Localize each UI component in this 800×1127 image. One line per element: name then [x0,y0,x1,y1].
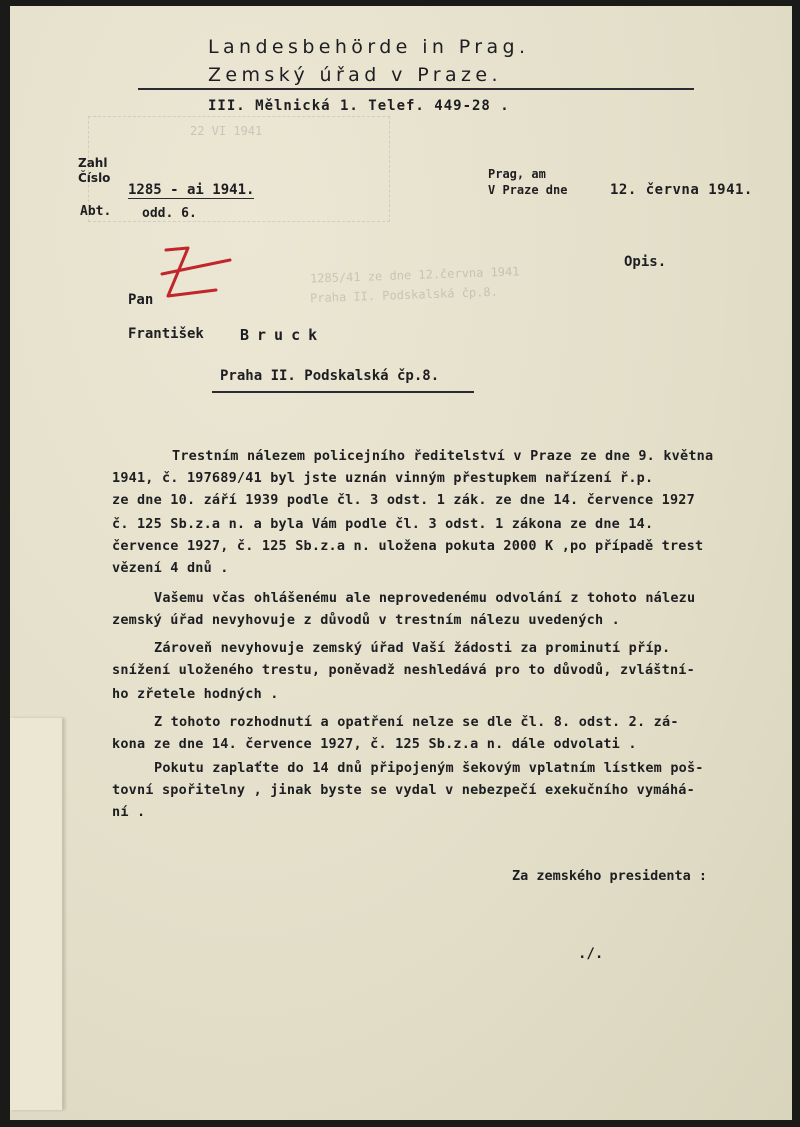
signature-line: Za zemského presidenta : [512,868,708,884]
reference-number: 1285 - ai 1941. [128,182,255,198]
copy-label: Opis. [624,254,667,270]
body-line: Pokutu zaplaťte do 14 dnů připojeným šekovým vplatním lístkem poš- [154,760,704,776]
body-line: ze dne 10. září 1939 podle čl. 3 odst. 1 zák. ze dne 14. července 1927 [112,492,695,508]
authority-address: III. Mělnická 1. Telef. 449-28 . [208,98,510,114]
reference-number-label: Zahl Číslo [78,156,111,185]
end-mark: ./. [578,946,604,962]
department-label: Abt. [80,204,112,219]
recipient-surname: Bruck [240,326,326,344]
header-rule [138,88,694,90]
body-line: ho zřetele hodných . [112,686,279,702]
body-line: zemský úřad nevyhovuje z důvodů v trestním nálezu uvedených . [112,612,620,628]
body-line: 1941, č. 197689/41 byl jste uznán vinným přestupkem nařízení ř.p. [112,470,654,486]
body-line: vězení 4 dnů . [112,560,229,576]
body-line: ní . [112,804,146,820]
faded-stamp [88,116,390,222]
body-line: Trestním nálezem policejního ředitelství v Praze ze dne 9. května [172,448,714,464]
faint-offset-text: Praha II. Podskalská čp.8. [309,284,499,306]
document-date: 12. června 1941. [610,182,753,198]
body-line: kona ze dne 14. července 1927, č. 125 Sb.z.a n. dále odvolati . [112,736,637,752]
recipient-address: Praha II. Podskalská čp.8. [220,368,440,384]
red-pencil-mark [158,244,238,304]
recipient-salutation: Pan [128,292,154,308]
faint-stamp-text: 22 VI 1941 [190,124,263,138]
place-label: Prag, am V Praze dne [488,167,568,197]
body-line: č. 125 Sb.z.a n. a byla Vám podle čl. 3 odst. 1 zákona ze dne 14. [112,516,654,532]
body-line: Zároveň nevyhovuje zemský úřad Vaší žádosti za prominutí příp. [154,640,671,656]
body-line: Vašemu včas ohlášenému ale neprovedenému odvolání z tohoto nálezu [154,590,696,606]
department-number: odd. 6. [142,206,197,221]
attached-paper-strip [10,718,63,1110]
body-line: července 1927, č. 125 Sb.z.a n. uložena pokuta 2000 K ,po případě trest [112,538,704,554]
body-line: tovní spořitelny , jinak byste se vydal v nebezpečí exekučního vymáhá- [112,782,695,798]
recipient-first-name: František [128,326,204,342]
document-page [10,6,792,1120]
authority-name-czech: Zemský úřad v Praze. [208,64,502,86]
address-underline [212,391,474,393]
body-line: Z tohoto rozhodnutí a opatření nelze se dle čl. 8. odst. 2. zá- [154,714,679,730]
faint-offset-text: 1285/41 ze dne 12.června 1941 [309,264,520,286]
authority-name-german: Landesbehörde in Prag. [208,36,530,58]
body-line: snížení uloženého trestu, poněvadž neshledává pro to důvodů, zvláštní- [112,662,695,678]
